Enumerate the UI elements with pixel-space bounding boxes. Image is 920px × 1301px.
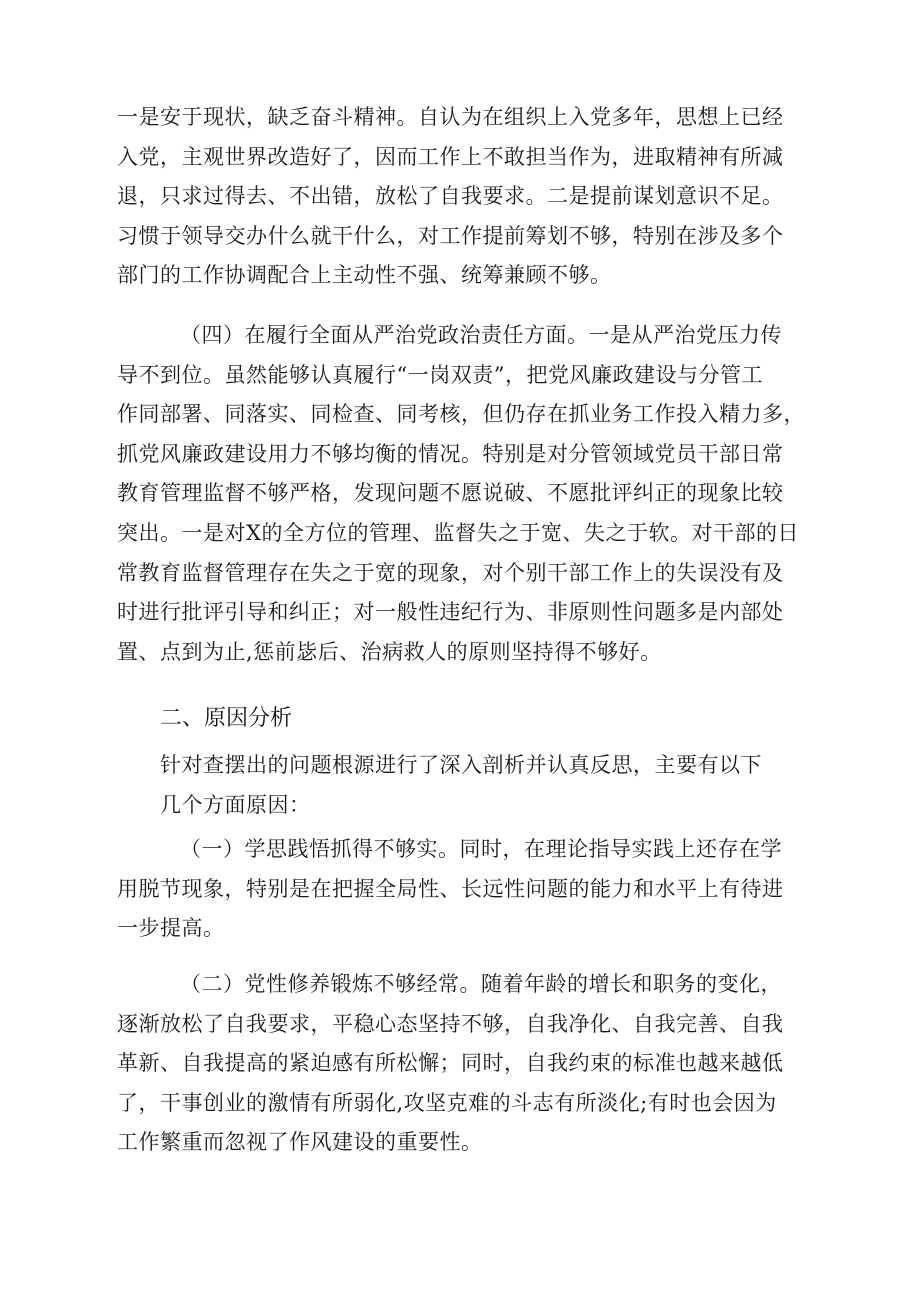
text-line: 导不到位。虽然能够认真履行“一岗双责”，把党风廉政建设与分管工 xyxy=(117,362,763,387)
text-line: 部门的工作协调配合上主动性不强、统筹兼顾不够。 xyxy=(117,263,612,288)
text-line: 常教育监督管理存在失之于宽的现象，对个别干部工作上的失误没有及 xyxy=(117,560,784,585)
text-line: 工作繁重而忽视了作风建设的重要性。 xyxy=(117,1130,483,1155)
text-line: 入党，主观世界改造好了，因而工作上不敢担当作为，进取精神有所减 xyxy=(117,144,784,169)
text-line: 突出。一是对X的全方位的管理、监督失之于宽、失之于软。对干部的日 xyxy=(117,520,799,545)
text-line: 退，只求过得去、不出错，放松了自我要求。二是提前谋划意识不足。 xyxy=(117,184,784,209)
text-line: 几个方面原因： xyxy=(160,792,311,817)
paragraph xyxy=(117,316,807,672)
text-line: 抓党风廉政建设用力不够均衡的情况。特别是对分管领域党员干部日常 xyxy=(117,441,784,466)
text-line: 时进行批评引导和纠正；对一般性违纪行为、非原则性问题多是内部处 xyxy=(117,600,784,625)
text-line: 教育管理监督不够严格，发现问题不愿说破、不愿批评纠正的现象比较 xyxy=(117,481,784,506)
paragraph xyxy=(117,965,807,1163)
paragraph xyxy=(117,830,807,949)
text-line: 革新、自我提高的紧迫感有所松懈；同时，自我约束的标准也越来越低 xyxy=(117,1051,784,1076)
text-line: （一）学思践悟抓得不够实。同时，在理论指导实践上还存在学 xyxy=(180,837,782,861)
text-line: 针对查摆出的问题根源进行了深入剖析并认真反思，主要有以下 xyxy=(160,753,762,777)
text-line: 一是安于现状，缺乏奋斗精神。自认为在组织上入党多年，思想上已经 xyxy=(117,105,784,129)
text-line: 置、点到为止,惩前毖后、治病救人的原则坚持得不够好。 xyxy=(117,639,662,664)
text-line: （二）党性修养锻炼不够经常。随着年龄的增长和职务的变化， xyxy=(180,972,782,996)
text-line: 用脱节现象，特别是在把握全局性、长远性问题的能力和水平上有待进 xyxy=(117,876,784,901)
section-heading: 二、原因分析 xyxy=(160,706,293,731)
text-line: 逐渐放松了自我要求，平稳心态坚持不够，自我净化、自我完善、自我 xyxy=(117,1011,784,1036)
text-line: 习惯于领导交办什么就干什么，对工作提前筹划不够，特别在涉及多个 xyxy=(117,223,784,248)
text-line: 作同部署、同落实、同检查、同考核，但仍存在抓业务工作投入精力多， xyxy=(117,402,805,427)
text-line: （四）在履行全面从严治党政治责任方面。一是从严治党压力传 xyxy=(180,323,782,347)
paragraph xyxy=(160,746,810,825)
text-line: 一步提高。 xyxy=(117,916,225,941)
text-line: 了，干事创业的激情有所弱化,攻坚克难的斗志有所淡化;有时也会因为 xyxy=(117,1090,777,1115)
paragraph xyxy=(117,98,807,296)
